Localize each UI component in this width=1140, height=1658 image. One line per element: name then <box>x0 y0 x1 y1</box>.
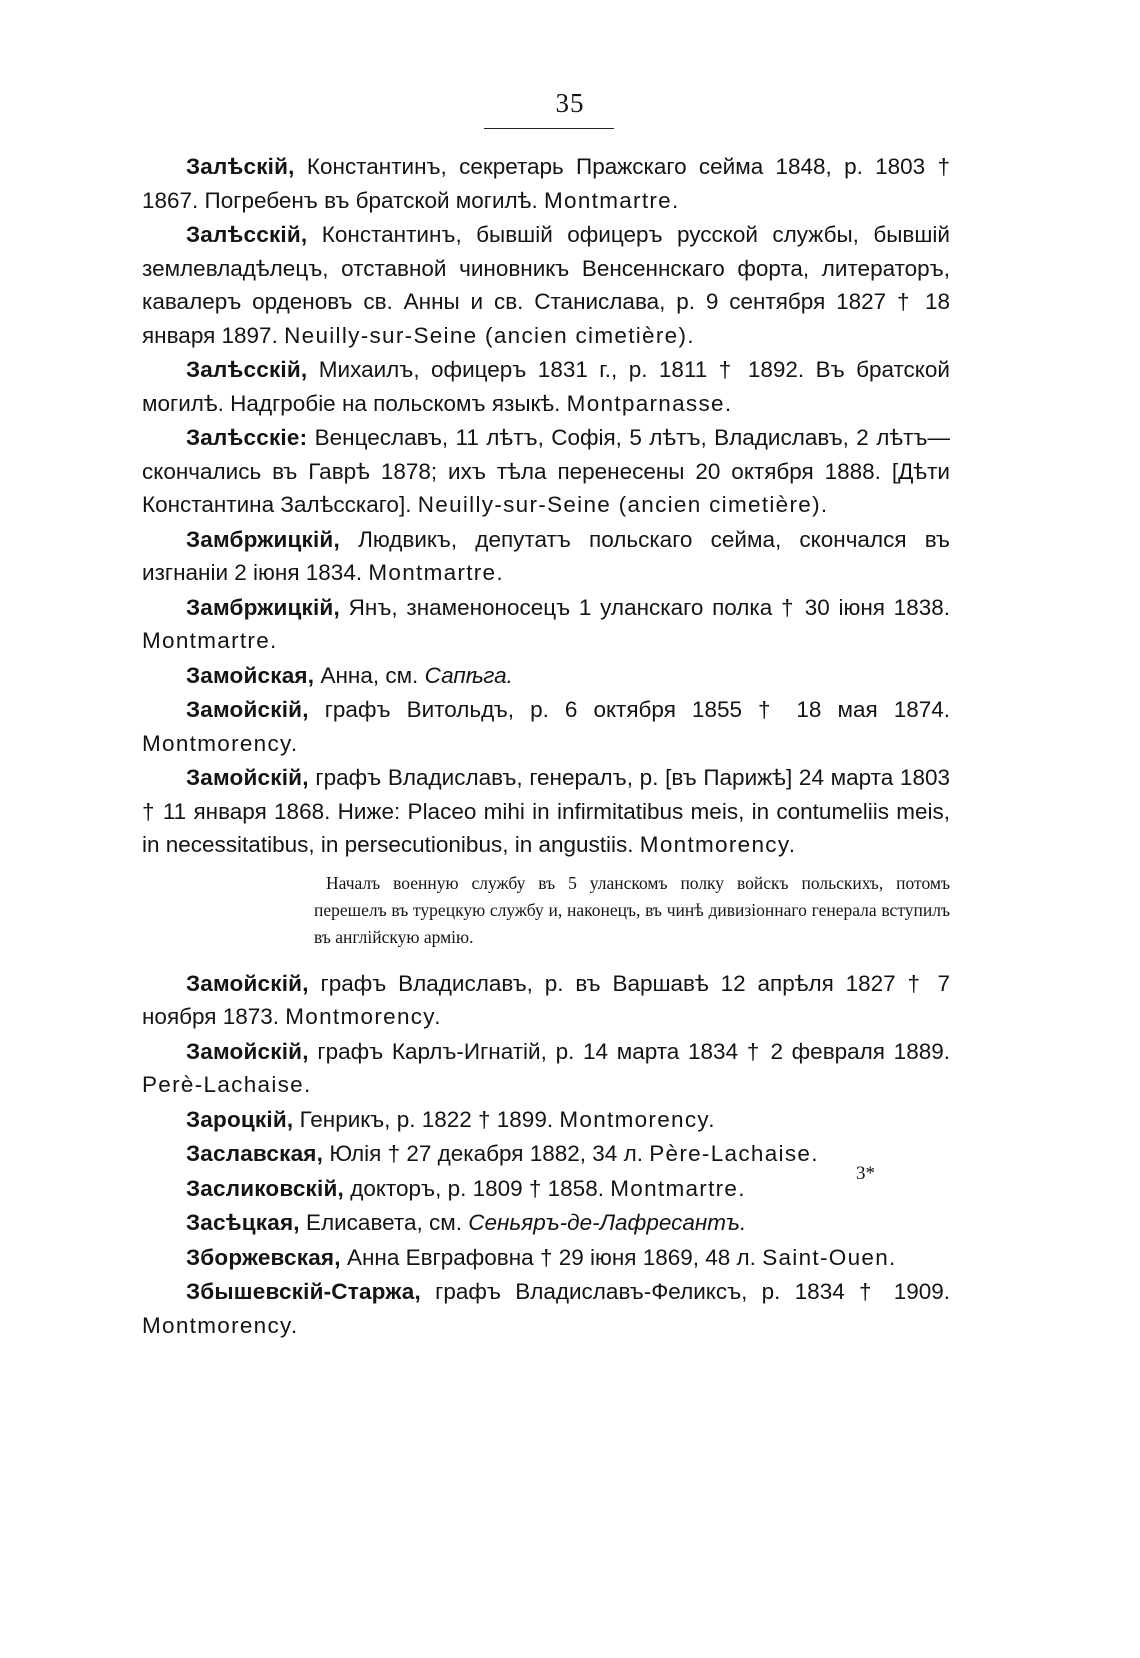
entry-zaslavskaya-yulia <box>142 1137 950 1171</box>
entry-name: Замбржицкій, <box>186 594 340 620</box>
entry-zarotski-genrik <box>142 1103 950 1137</box>
entry-text: Елисавета, см. <box>299 1210 469 1235</box>
entry-zaslikovski <box>142 1172 950 1206</box>
entry-place: Montmartre. <box>142 628 278 653</box>
entry-text: графъ Витольдъ, р. 6 октября 1855 † 18 мая 1874. <box>308 697 950 722</box>
entry-name: Замойскій, <box>186 765 309 790</box>
entry-zasetskaya-elisaveta <box>142 1206 950 1240</box>
entry-text: Михаилъ, офицеръ 1831 г., р. 1811 † 1892. Въ братской могилѣ. Надгробіе на польскомъ языкѣ. <box>142 357 950 416</box>
entry-name: Замбржицкій, <box>186 526 340 552</box>
entry-text: Генрикъ, р. 1822 † 1899. <box>293 1106 560 1132</box>
entry-place: Saint-Ouen. <box>762 1244 897 1270</box>
entry-name: Засѣцкая, <box>186 1210 300 1235</box>
entry-place: Neuilly-sur-Seine (ancien cimetière). <box>417 492 829 517</box>
page-number: 35 <box>555 88 585 118</box>
entry-name: Залѣсскій, <box>186 357 308 382</box>
entry-name: Збышевскій-Старжа, <box>186 1279 421 1304</box>
entry-zborzhevskaya-anna <box>142 1241 950 1275</box>
entry-text: графъ Владиславъ, р. въ Варшавѣ 12 апрѣля 1827 † 7 ноября 1873. <box>142 970 950 1029</box>
entry-zalesski-konstantin-2 <box>142 218 950 352</box>
entry-place: Montmorency. <box>559 1106 716 1132</box>
entry-name: Зборжевская, <box>186 1244 341 1270</box>
page-number-rule <box>484 128 614 129</box>
entry-text: Янъ, знаменоносецъ 1 уланскаго полка † 30 іюня 1838. <box>339 594 950 620</box>
entry-name: Засликовскій, <box>186 1175 344 1201</box>
entry-zaleski-konstantin-1 <box>142 150 950 217</box>
entry-zamoyskaya-anna <box>142 659 950 693</box>
entry-zamoyski-vitold <box>142 693 950 760</box>
entry-footnote: Началъ военную службу въ 5 уланскомъ полку войскъ польскихъ, потомъ перешелъ въ турецкую службу и, наконецъ, въ чинѣ дивизіоннаго генерала вступилъ въ англійскую армію. <box>314 872 950 947</box>
entry-text: Юлія † 27 декабря 1882, 34 л. <box>323 1141 650 1166</box>
entry-name: Заславская, <box>186 1141 324 1166</box>
entry-name: Залѣсскіе: <box>186 425 308 450</box>
entry-text: Людвикъ, депутатъ польскаго сейма, скончался въ изгнаніи 2 іюня 1834. <box>142 526 950 585</box>
signature-mark: 3* <box>856 1163 875 1184</box>
entry-name: Залѣскій, <box>186 154 295 179</box>
entry-cross-reference: Сеньяръ-де-Лафресантъ. <box>468 1210 747 1235</box>
entry-zbyshevski-starzha <box>142 1275 950 1342</box>
entry-name: Залѣсскій, <box>186 222 308 247</box>
entry-place: Montmorency. <box>142 730 299 756</box>
entry-zamoyski-karl-ignatiy <box>142 1035 950 1102</box>
entry-zamoyski-vladislav-1827 <box>142 967 950 1034</box>
entry-text: графъ Карлъ-Игнатій, р. 14 марта 1834 † 2 февраля 1889. <box>308 1038 950 1064</box>
entries-list <box>142 150 950 1343</box>
entry-text: графъ Владиславъ-Феликсъ, р. 1834 † 1909. <box>420 1279 950 1304</box>
entry-zalesski-mikhail <box>142 353 950 420</box>
entry-name: Замойскій, <box>186 697 309 722</box>
entry-zalesskie-children <box>142 421 950 522</box>
entry-text: докторъ, р. 1809 † 1858. <box>343 1175 611 1201</box>
entry-zambrzhitsky-yan <box>142 591 950 658</box>
entry-text: графъ Владиславъ, генералъ, р. [въ Парижѣ] 24 марта 1803 † 11 января 1868. Ниже: Placeo mihi in infirmitatibus meis, in contumeliis meis, in necessitatibus, in persecutionibus, in angustiis. <box>142 765 950 857</box>
entry-name: Замойскій, <box>186 970 309 996</box>
entry-text: Константинъ, бывшій офицеръ русской службы, бывшій землевладѣлецъ, отставной чиновникъ Венсеннскаго форта, литераторъ, кавалеръ орденовъ св. Анны и св. Станислава, р. 9 сентября 1827 † 18 января 1897. <box>142 222 950 348</box>
entry-place: Montmorency. <box>142 1312 299 1338</box>
entry-name: Замойскій, <box>186 1038 309 1064</box>
entry-text: Константинъ, секретарь Пражскаго сейма 1848, р. 1803 † 1867. Погребенъ въ братской могилѣ. <box>142 154 950 213</box>
entry-place: Montmartre. <box>368 560 504 585</box>
entry-place: Montmorency. <box>285 1004 442 1029</box>
entry-place: Montparnasse. <box>566 390 733 416</box>
entry-text: Анна, см. <box>314 662 425 688</box>
entry-place: Perè-Lachaise. <box>142 1072 312 1097</box>
entry-place: Père-Lachaise. <box>649 1141 819 1166</box>
entry-text: Венцеславъ, 11 лѣтъ, Софія, 5 лѣтъ, Владиславъ, 2 лѣтъ—скончались въ Гаврѣ 1878; ихъ тѣла перенесены 20 октября 1888. [Дѣти Константина Залѣсскаго]. <box>142 425 950 517</box>
entry-place: Neuilly-sur-Seine (ancien cimetière). <box>284 322 695 348</box>
entry-place: Montmorency. <box>639 832 797 857</box>
entry-name: Зароцкій, <box>186 1106 294 1132</box>
entry-name: Замойская, <box>186 662 315 688</box>
entry-zambrzhitsky-ludvik <box>142 523 950 590</box>
entry-place: Montmartre. <box>543 187 680 213</box>
entry-text: Анна Евграфовна † 29 іюня 1869, 48 л. <box>340 1244 763 1270</box>
entry-place: Montmartre. <box>610 1175 746 1201</box>
entry-cross-reference: Сапѣга. <box>424 662 513 688</box>
entry-zamoyski-vladislav-general <box>142 761 950 862</box>
